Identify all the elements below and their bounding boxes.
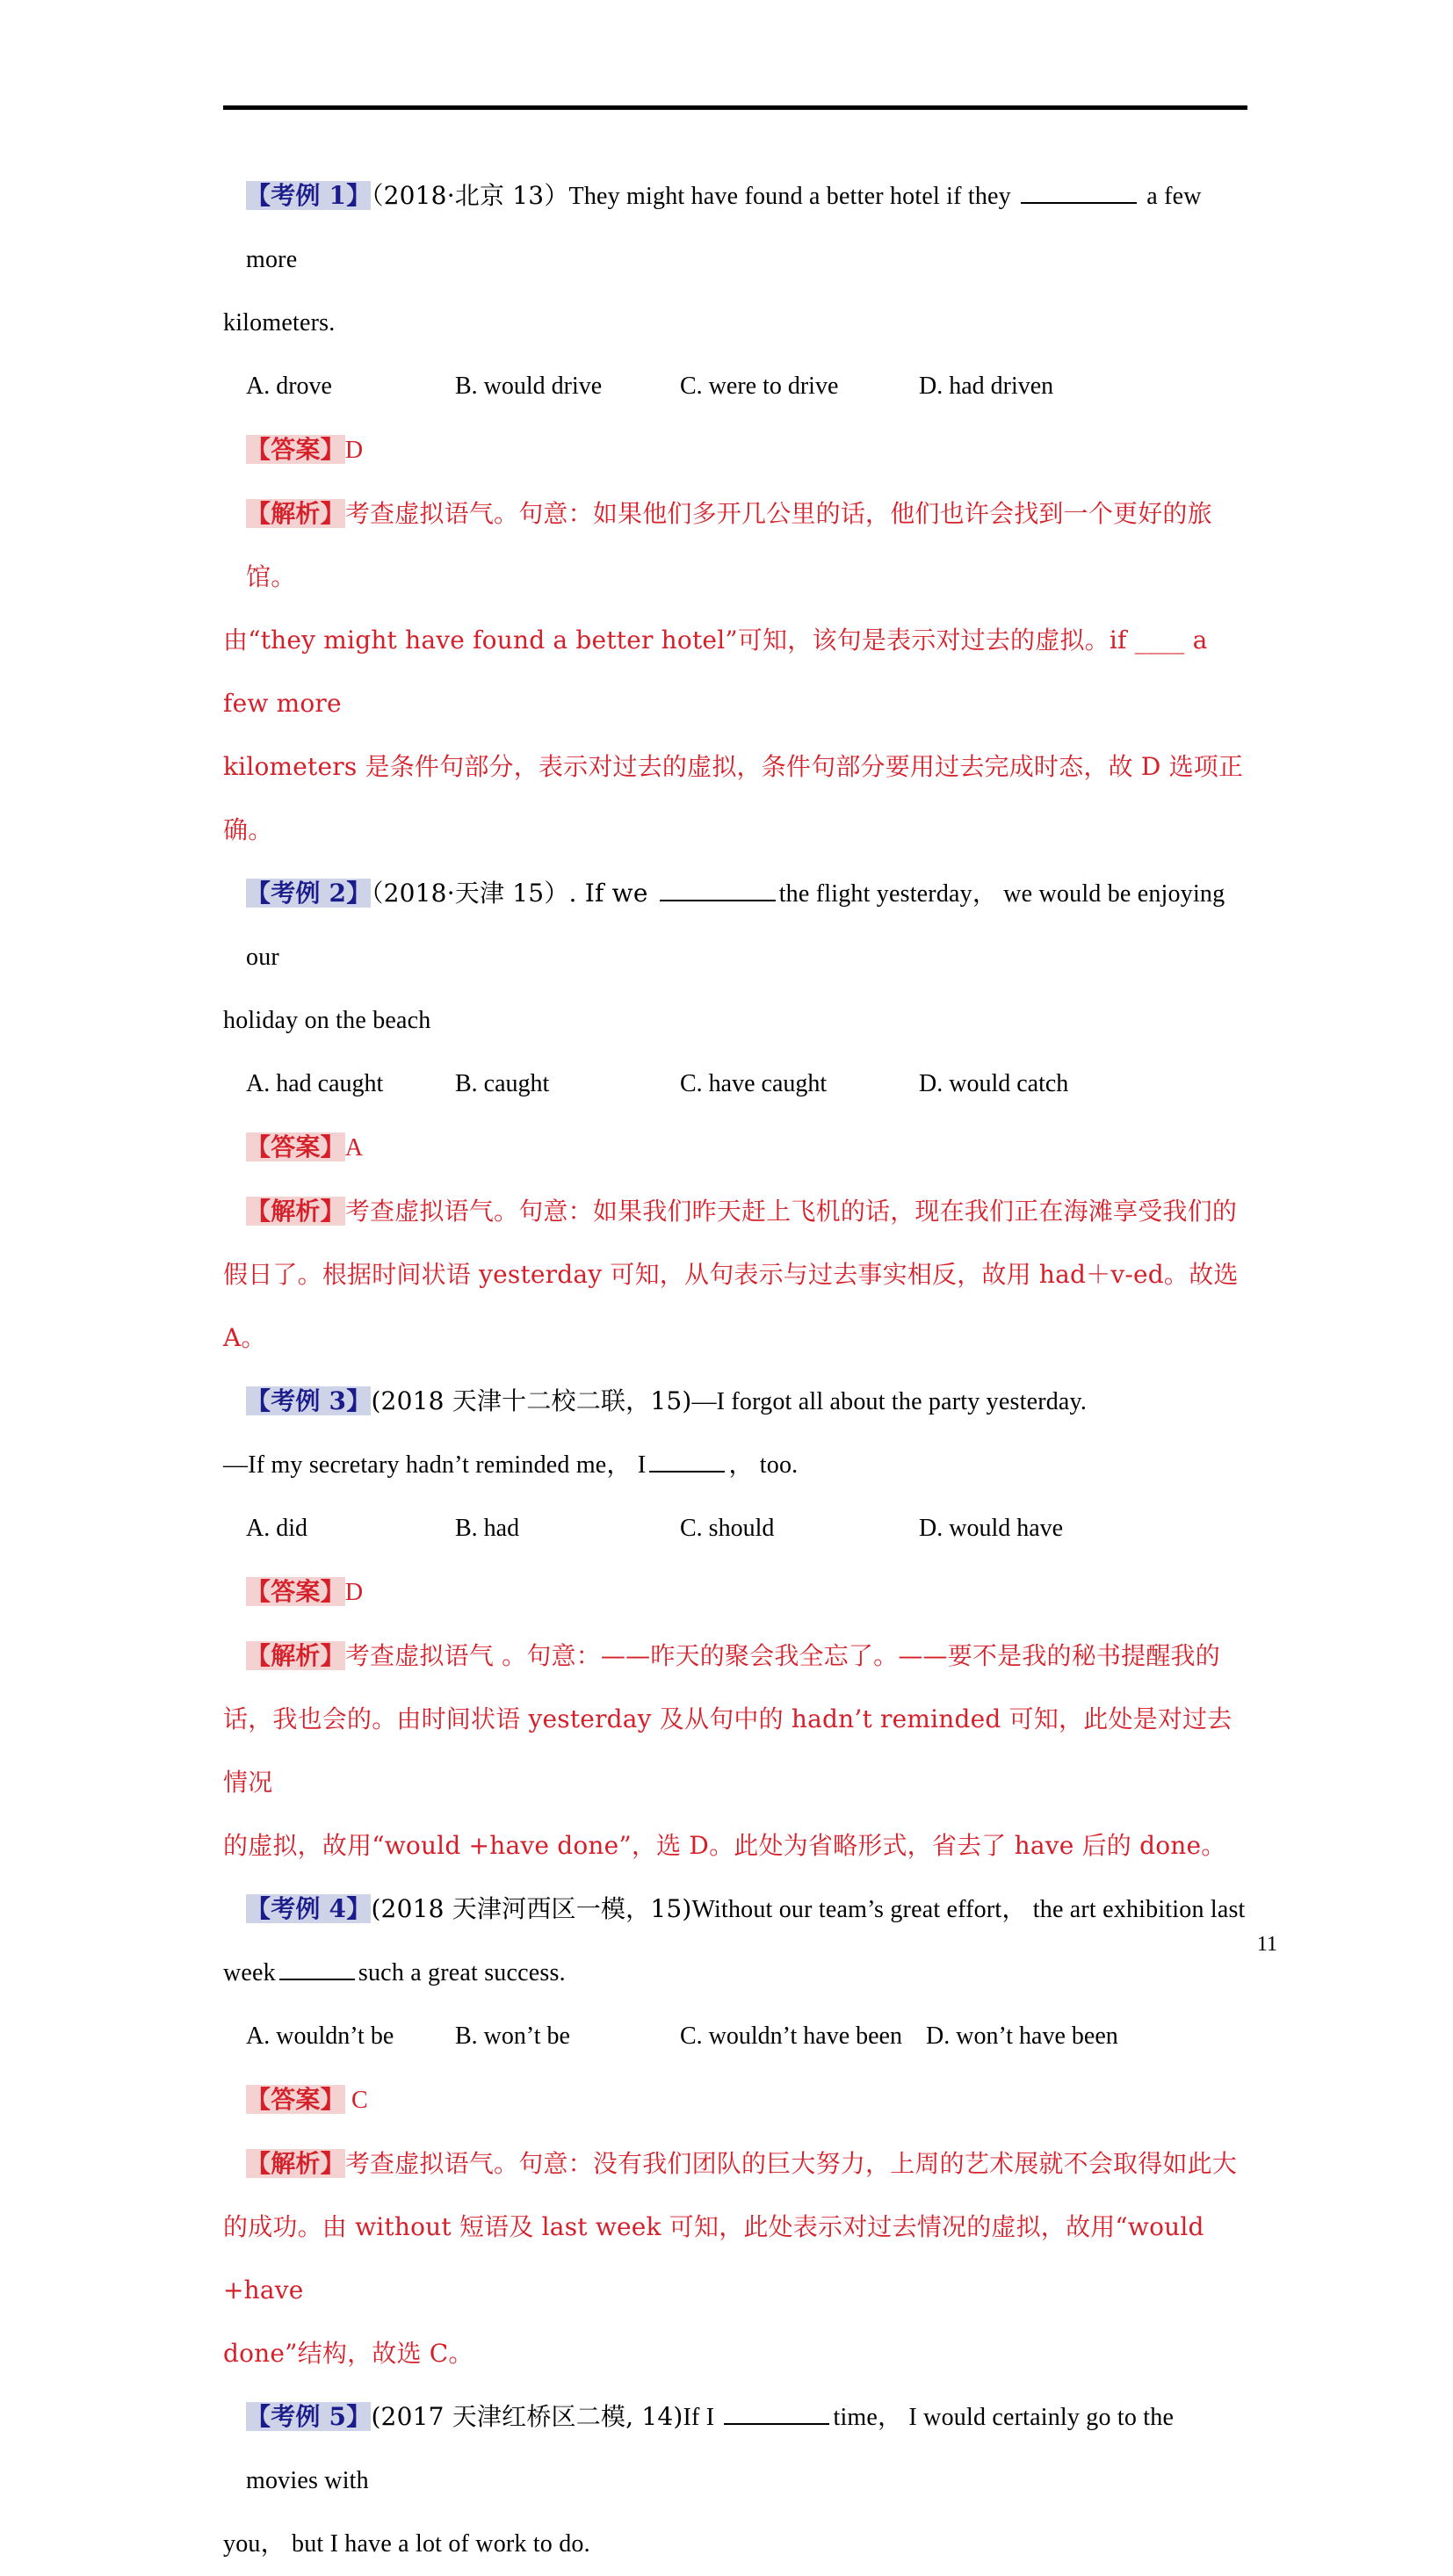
example-4-analysis-text-1: 考查虚拟语气。句意：没有我们团队的巨大努力，上周的艺术展就不会取得如此大 — [344, 2149, 1238, 2178]
example-4-answer: C — [351, 2087, 368, 2114]
example-2-stem-after: the flight yesterday， we would be enjoying our — [246, 880, 1225, 971]
example-3-analysis-line-2: 话，我也会的。由时间状语 yesterday 及从句中的 hadn’t reminded 可知，此处是对过去情况 — [223, 1704, 1233, 1797]
example-3-analysis-text-1: 考查虚拟语气 。句意：——昨天的聚会我全忘了。——要不是我的秘书提醒我的 — [344, 1641, 1220, 1670]
example-3-option-d[interactable]: D. would have — [919, 1515, 1064, 1542]
example-4-option-d[interactable]: D. won’t have been — [926, 2022, 1118, 2050]
example-3-blank — [649, 1448, 725, 1473]
example-1-tag: 【考例 1】 — [246, 181, 372, 210]
example-2-option-a[interactable]: A. had caught — [246, 1070, 384, 1097]
example-5-stem-line1-after: time， I would certainly go to the movies with — [246, 2404, 1175, 2494]
analysis-tag: 【解析】 — [246, 2149, 345, 2178]
example-3-analysis-line-1 — [223, 1624, 1247, 1688]
example-1-analysis-line-4: 确。 — [223, 815, 273, 844]
example-4-analysis-line-2: 的成功。由 without 短语及 last week 可知，此处表示对过去情况的虚拟，故用“would +have — [223, 2212, 1204, 2305]
example-2-answer: A — [344, 1134, 364, 1161]
example-4-source: (2018 天津河西区一模，15) — [371, 1894, 692, 1923]
example-1-analysis-line-1 — [223, 482, 1247, 609]
example-3-option-b[interactable]: B. had — [455, 1515, 520, 1542]
example-5-tag: 【考例 5】 — [246, 2402, 372, 2431]
example-1-source: （2018·北京 13） — [371, 181, 569, 210]
example-2-options — [223, 1053, 1247, 1116]
page-content — [223, 105, 1247, 2576]
example-3-option-a[interactable]: A. did — [246, 1515, 307, 1542]
example-3-stem-line2-after: ， too. — [728, 1451, 799, 1479]
example-2-analysis-text-1: 考查虚拟语气。句意：如果我们昨天赶上飞机的话，现在我们正在海滩享受我们的 — [344, 1197, 1238, 1226]
example-1-analysis-text-1: 考查虚拟语气。句意：如果他们多开几公里的话，他们也许会找到一个更好的旅馆。 — [246, 499, 1212, 591]
example-4-stem — [223, 1878, 1247, 1942]
example-4-blank — [279, 1956, 355, 1980]
example-3-stem-line2 — [223, 1434, 1247, 1497]
example-1-analysis-line-3: kilometers 是条件句部分，表示对过去的虚拟，条件句部分要用过去完成时态，故 D 选项正 — [223, 752, 1244, 781]
example-2-tag: 【考例 2】 — [246, 879, 372, 908]
example-1-blank — [1021, 179, 1137, 204]
example-4-tag: 【考例 4】 — [246, 1894, 372, 1923]
example-1-answer-line — [223, 418, 1247, 482]
example-5-stem-line2: you， but I have a lot of work to do. — [223, 2530, 590, 2558]
example-3-answer-line — [223, 1560, 1247, 1624]
analysis-tag: 【解析】 — [246, 499, 345, 528]
example-1-stem-after: a few more — [246, 183, 1202, 273]
example-1-answer: D — [344, 437, 364, 464]
header-rule — [223, 105, 1247, 110]
example-4-stem-line1: Without our team’s great effort， the art exhibition last — [691, 1896, 1246, 1923]
page-number: 11 — [1256, 1933, 1277, 1956]
example-1-option-a[interactable]: A. drove — [246, 373, 332, 400]
example-3-answer: D — [344, 1579, 364, 1606]
example-2-stem-line2: holiday on the beach — [223, 1007, 431, 1034]
example-3-analysis-line-3: 的虚拟，故用“would +have done”，选 D。此处为省略形式，省去了 have 后的 done。 — [223, 1831, 1226, 1860]
example-2-option-c[interactable]: C. have caught — [680, 1070, 828, 1097]
example-4-stem-line2-before: week — [223, 1959, 276, 1986]
example-4-option-b[interactable]: B. won’t be — [455, 2022, 570, 2050]
example-2-stem — [223, 862, 1247, 989]
example-3-option-c[interactable]: C. should — [680, 1515, 775, 1542]
example-1-stem-line2: kilometers. — [223, 309, 336, 336]
example-4-answer-line — [223, 2068, 1247, 2132]
example-2-source: （2018·天津 15）. If we — [371, 879, 656, 908]
example-2-answer-line — [223, 1116, 1247, 1180]
example-5-blank — [724, 2400, 829, 2425]
example-5-stem-line1-before: If I — [683, 2404, 721, 2431]
example-3-options — [223, 1497, 1247, 1560]
example-4-options — [223, 2005, 1247, 2068]
example-3-stem-line2-before: —If my secretary hadn’t reminded me， I — [223, 1451, 647, 1479]
example-3-source: (2018 天津十二校二联，15) — [371, 1386, 692, 1415]
example-3-tag: 【考例 3】 — [246, 1386, 372, 1415]
example-2-blank — [660, 877, 776, 901]
example-1-option-d[interactable]: D. had driven — [919, 373, 1054, 400]
example-1-option-c[interactable]: C. were to drive — [680, 373, 839, 400]
example-1-stem-before: They might have found a better hotel if they — [568, 183, 1018, 210]
analysis-tag: 【解析】 — [246, 1641, 345, 1670]
example-4-option-a[interactable]: A. wouldn’t be — [246, 2022, 394, 2050]
example-3-stem — [223, 1370, 1247, 1434]
example-1-options — [223, 355, 1247, 418]
example-1-option-b[interactable]: B. would drive — [455, 373, 603, 400]
answer-tag: 【答案】 — [246, 1132, 345, 1161]
example-5-source: (2017 天津红桥区二模, 14) — [371, 2402, 683, 2431]
example-2-analysis-line-2: 假日了。根据时间状语 yesterday 可知，从句表示与过去事实相反，故用 had＋v-ed。故选 A。 — [223, 1260, 1239, 1352]
example-2-option-b[interactable]: B. caught — [455, 1070, 550, 1097]
analysis-tag: 【解析】 — [246, 1197, 345, 1226]
example-2-option-d[interactable]: D. would catch — [919, 1070, 1069, 1097]
example-1-stem — [223, 164, 1247, 292]
example-4-analysis-line-3: done”结构，故选 C。 — [223, 2339, 473, 2368]
example-3-stem-line1: —I forgot all about the party yesterday. — [691, 1388, 1088, 1415]
example-4-analysis-line-1 — [223, 2132, 1247, 2196]
example-1-analysis-line-2: 由“they might have found a better hotel”可知，该句是表示对过去的虚拟。if ____ a few more — [223, 626, 1208, 718]
answer-tag: 【答案】 — [246, 1577, 345, 1606]
example-4-stem-line2 — [223, 1942, 1247, 2005]
example-4-stem-line2-after: such a great success. — [358, 1959, 566, 1986]
example-5-stem — [223, 2385, 1247, 2513]
example-2-analysis-line-1 — [223, 1180, 1247, 1243]
answer-tag: 【答案】 — [246, 2085, 345, 2114]
answer-tag: 【答案】 — [246, 435, 345, 464]
example-4-option-c[interactable]: C. wouldn’t have been — [680, 2022, 902, 2050]
